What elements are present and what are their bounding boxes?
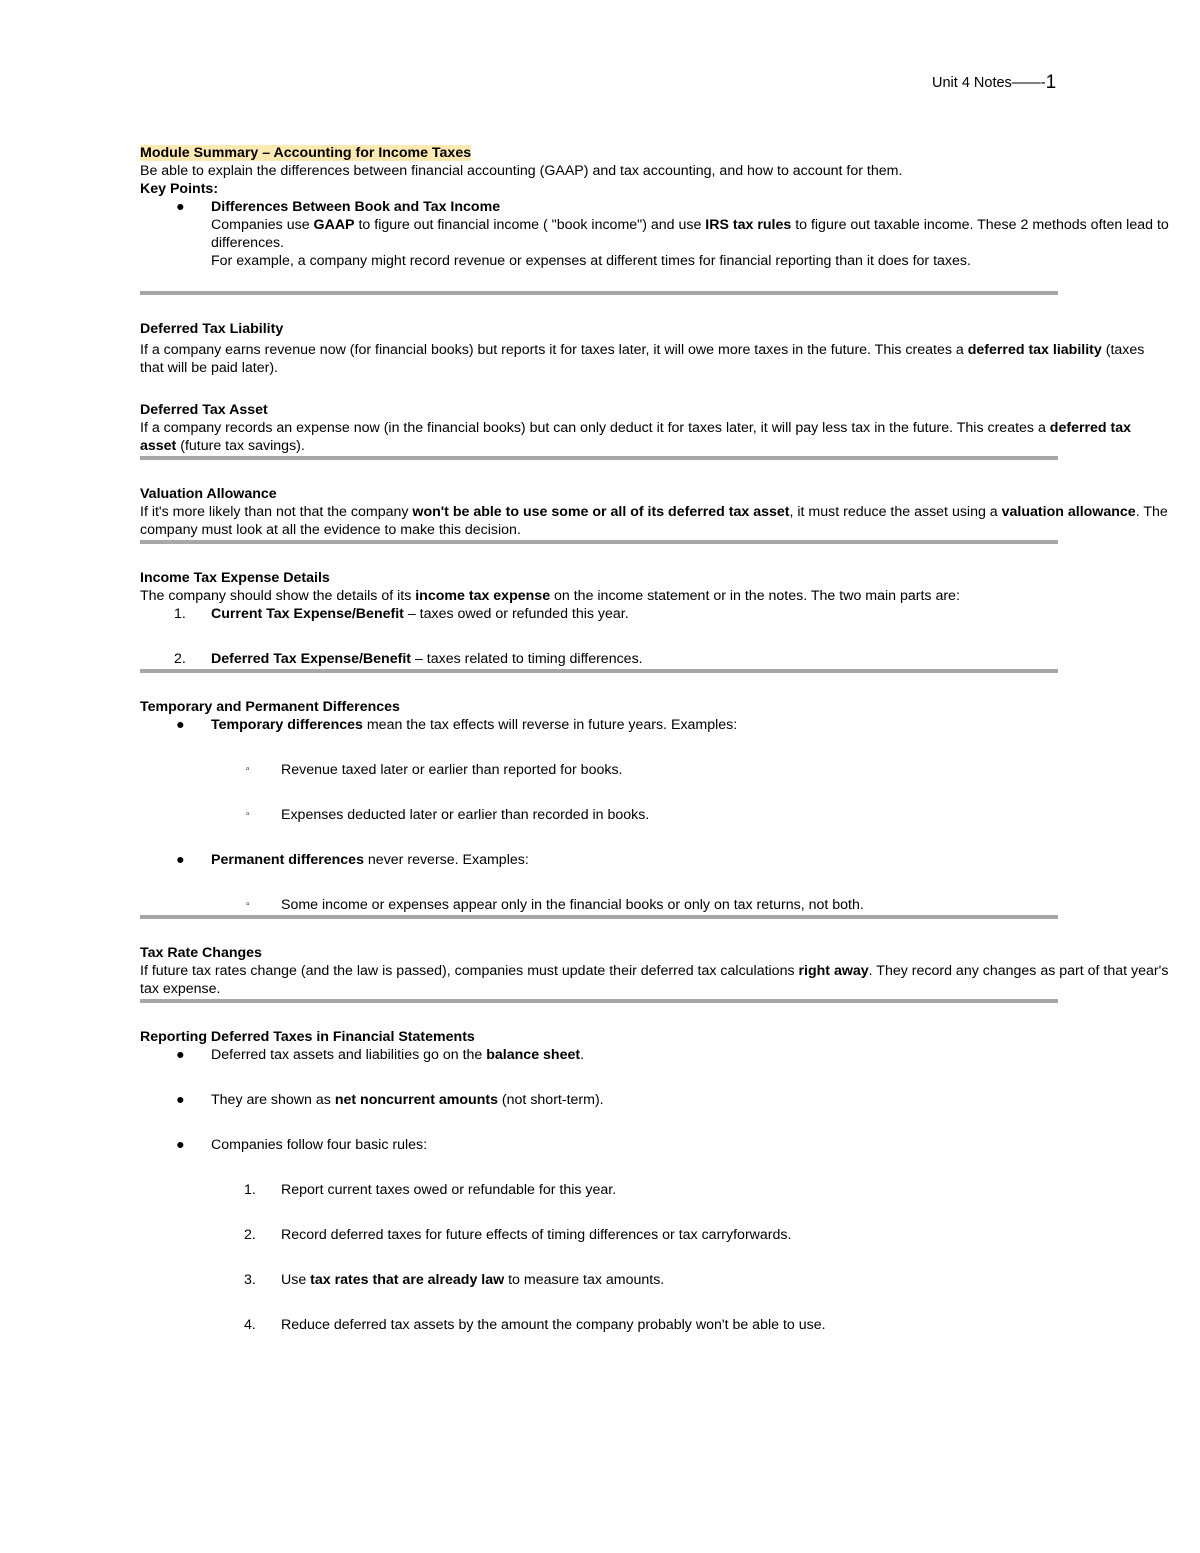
summary-title: Module Summary – Accounting for Income Taxes xyxy=(140,145,472,161)
sub-bullet-icon: ▫ xyxy=(246,764,250,775)
sub-bullet-icon: ▫ xyxy=(246,809,250,820)
module-summary xyxy=(140,144,1170,270)
section-text: If future tax rates change (and the law is passed), companies must update their deferred tax calculations right away. They record any changes as part of that year's tax expense. xyxy=(140,963,1169,997)
deferred-tax-liability xyxy=(140,320,1170,377)
section-title: Temporary and Permanent Differences xyxy=(140,699,400,715)
bullet-icon: ● xyxy=(176,1137,185,1153)
section-text: If a company earns revenue now (for financial books) but reports it for taxes later, it will owe more taxes in the future. This creates a deferred tax liability (taxes that will be paid later). xyxy=(140,342,1145,376)
key-points-label: Key Points: xyxy=(140,181,219,197)
document-body xyxy=(140,144,1170,1334)
reporting-deferred-taxes xyxy=(140,1028,1170,1334)
bullet-icon: ● xyxy=(176,852,185,868)
header-title: Unit 4 Notes xyxy=(932,75,1012,91)
bullet-title: Differences Between Book and Tax Income xyxy=(211,199,501,215)
section-title: Deferred Tax Liability xyxy=(140,321,284,337)
list-item: ● Companies follow four basic rules: xyxy=(176,1137,428,1153)
bullet-icon: ● xyxy=(176,717,185,733)
sub-list-item: ▫ Expenses deducted later or earlier than recorded in books. xyxy=(246,807,650,823)
list-item: ● They are shown as net noncurrent amounts (not short-term). xyxy=(176,1092,604,1108)
page-number: 1 xyxy=(1045,72,1057,93)
tax-rate-changes xyxy=(140,944,1170,998)
sub-bullet-icon: ▫ xyxy=(246,899,250,910)
rule-item: 4. Reduce deferred tax assets by the amount the company probably won't be able to use. xyxy=(244,1317,826,1333)
section-title: Deferred Tax Asset xyxy=(140,402,268,418)
section-text: If it's more likely than not that the company won't be able to use some or all of its deferred tax asset, it must reduce the asset using a valuation allowance. The company must look at all the evidence to make this decision. xyxy=(140,504,1168,538)
income-tax-expense-details xyxy=(140,569,1170,668)
rule-item: 3. Use tax rates that are already law to measure tax amounts. xyxy=(244,1272,665,1288)
bullet-icon: ● xyxy=(176,1047,185,1063)
section-text: The company should show the details of its income tax expense on the income statement or in the notes. The two main parts are: xyxy=(140,588,960,604)
deferred-tax-asset xyxy=(140,401,1170,455)
section-title: Tax Rate Changes xyxy=(140,945,262,961)
valuation-allowance xyxy=(140,485,1170,539)
sub-list-item: ▫ Revenue taxed later or earlier than reported for books. xyxy=(246,762,623,778)
header-dash: ——- xyxy=(1011,75,1046,91)
list-item: ● Temporary differences mean the tax effects will reverse in future years. Examples: xyxy=(176,717,738,733)
bullet-icon: ● xyxy=(176,199,185,215)
bullet-icon: ● xyxy=(176,1092,185,1108)
rule-item: 2. Record deferred taxes for future effects of timing differences or tax carryforwards. xyxy=(244,1227,792,1243)
list-item: 2. Deferred Tax Expense/Benefit – taxes related to timing differences. xyxy=(174,651,643,667)
section-title: Valuation Allowance xyxy=(140,486,277,502)
summary-intro: Be able to explain the differences between financial accounting (GAAP) and tax accounting, and how to account for them. xyxy=(140,163,903,179)
sub-list-item: ▫ Some income or expenses appear only in the financial books or only on tax returns, not both. xyxy=(246,897,864,913)
list-item: ● Permanent differences never reverse. Examples: xyxy=(176,852,529,868)
section-title: Income Tax Expense Details xyxy=(140,570,330,586)
section-text: If a company records an expense now (in the financial books) but can only deduct it for taxes later, it will pay less tax in the future. This creates a deferred tax asset (future tax savings). xyxy=(140,420,1132,454)
rule-item: 1. Report current taxes owed or refundable for this year. xyxy=(244,1182,617,1198)
summary-paragraph-2: For example, a company might record revenue or expenses at different times for financial reporting than it does for taxes. xyxy=(211,253,971,269)
page-header xyxy=(932,74,1056,92)
list-item xyxy=(140,198,1170,270)
list-item: ● Deferred tax assets and liabilities go on the balance sheet. xyxy=(176,1047,585,1063)
temporary-permanent-differences xyxy=(140,698,1170,914)
list-item: 1. Current Tax Expense/Benefit – taxes owed or refunded this year. xyxy=(174,606,629,622)
summary-paragraph-1: Companies use GAAP to figure out financial income ( "book income") and use IRS tax rules to figure out taxable income. These 2 methods often lead to differences. xyxy=(211,217,1169,251)
section-title: Reporting Deferred Taxes in Financial Statements xyxy=(140,1029,475,1045)
